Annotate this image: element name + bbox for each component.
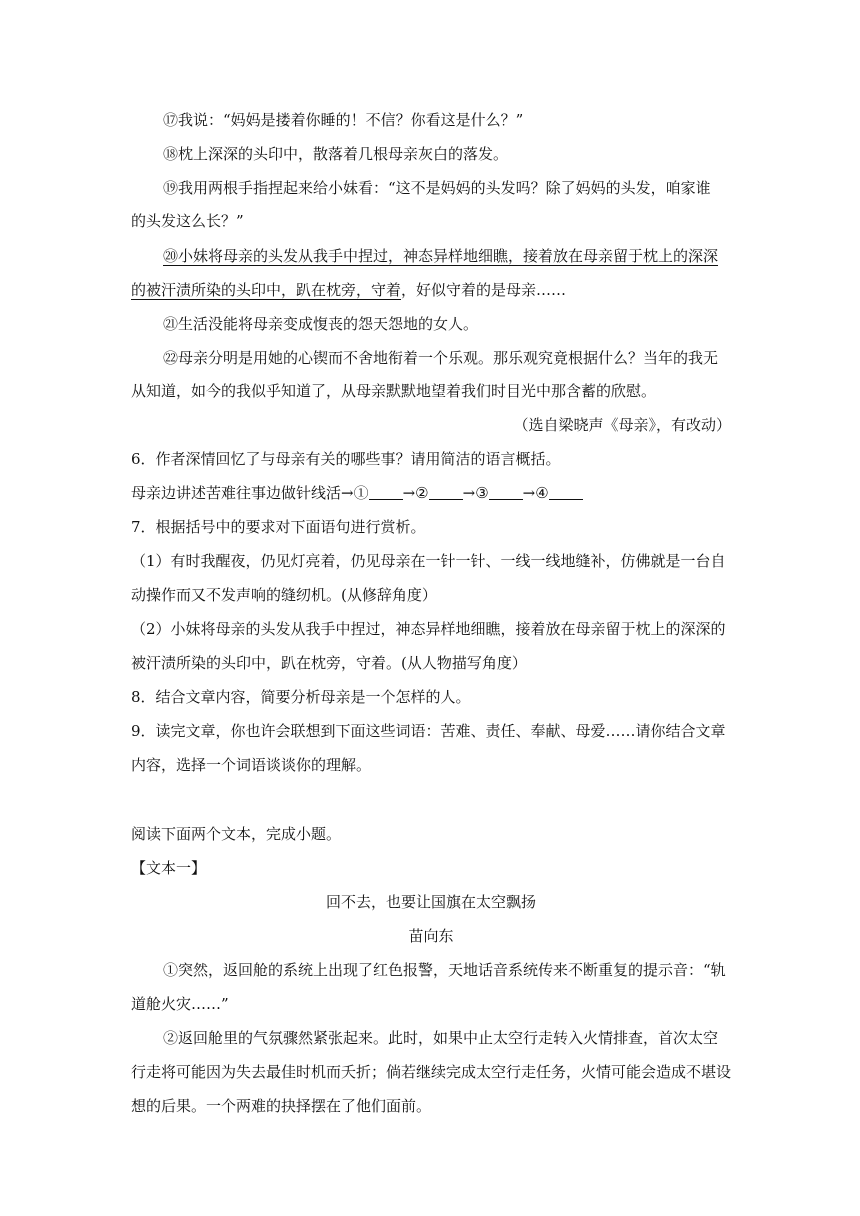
arrow-1: → [402, 484, 416, 502]
article-paragraph-2-line3: 想的后果。一个两难的抉择摆在了他们面前。 [131, 1097, 432, 1115]
answer-blank-1[interactable] [369, 485, 403, 500]
paragraph-19-line1: ⑲我用两根手指捏起来给小妹看：“这不是妈妈的头发吗？除了妈妈的头发，咱家谁 [163, 179, 711, 197]
blank-1-label: ① [353, 484, 369, 502]
answer-blank-3[interactable] [489, 485, 523, 500]
paragraph-19-line2: 的头发这么长？” [131, 212, 244, 230]
article-paragraph-2-line2: 行走将可能因为失去最佳时机而夭折；倘若继续完成太空行走任务，火情可能会造成不堪设 [131, 1063, 732, 1081]
question-7-1-line1: （1）有时我醒夜，仍见灯亮着，仍见母亲在一针一针、一线一线地缝补，仿佛就是一台自 [131, 552, 726, 570]
blank-4-label: ④ [535, 484, 549, 502]
arrow-2: → [462, 484, 476, 502]
blank-2-label: ② [415, 484, 429, 502]
article-paragraph-2-line1: ②返回舱里的气氛骤然紧张起来。此时，如果中止太空行走转入火情排查，首次太空 [163, 1029, 719, 1047]
question-9-line1: 9．读完文章，你也许会联想到下面这些词语：苦难、责任、奉献、母爱……请你结合文章 [131, 722, 726, 740]
question-7-2-line1: （2）小妹将母亲的头发从我手中捏过，神态异样地细瞧，接着放在母亲留于枕上的深深的 [131, 620, 726, 638]
question-7-1-line2: 动操作而又不发声响的缝纫机。(从修辞角度） [131, 586, 437, 604]
question-7: 7．根据括号中的要求对下面语句进行赏析。 [131, 518, 426, 536]
blank-3-label: ③ [475, 484, 489, 502]
article-paragraph-1-line2: 道舱火灾……” [131, 995, 229, 1013]
question-9-line2: 内容，选择一个词语谈谈你的理解。 [131, 756, 372, 774]
paragraph-22-line2: 从知道，如今的我似乎知道了，从母亲默默地望着我们时目光中那含蓄的欣慰。 [131, 382, 657, 400]
chain-lead: 母亲边讲述苦难往事边做针线活→ [131, 484, 354, 502]
article-paragraph-1-line1: ①突然，返回舱的系统上出现了红色报警，天地话音系统传来不断重复的提示音：“轨 [163, 961, 726, 979]
question-6-chain [131, 477, 731, 510]
paragraph-20-line1: ⑳小妹将母亲的头发从我手中捏过，神态异样地细瞧，接着放在母亲留于枕上的深深 [163, 247, 719, 265]
source-citation: （选自梁晓声《母亲》，有改动） [513, 416, 731, 434]
answer-blank-2[interactable] [429, 485, 463, 500]
question-6: 6．作者深情回忆了与母亲有关的哪些事？请用简洁的语言概括。 [131, 450, 561, 468]
paragraph-20-tail: ，好似守着的是母亲…… [401, 281, 567, 299]
paragraph-22-line1: ㉒母亲分明是用她的心锲而不舍地衔着一个乐观。那乐观究竟根据什么？当年的我无 [163, 349, 719, 367]
paragraph-21: ㉑生活没能将母亲变成愎丧的怨天怨地的女人。 [163, 315, 479, 333]
article-title: 回不去，也要让国旗在太空飘扬 [325, 893, 536, 911]
paragraph-20-line2 [131, 274, 731, 307]
arrow-3: → [522, 484, 536, 502]
paragraph-17: ⑰我说：“妈妈是搂着你睡的！不信？你看这是什么？” [163, 111, 524, 129]
answer-blank-4[interactable] [549, 485, 583, 500]
underlined-sentence: 的被汗渍所染的头印中，趴在枕旁，守着 [131, 281, 402, 299]
question-8: 8．结合文章内容，简要分析母亲是一个怎样的人。 [131, 688, 471, 706]
question-7-2-line2: 被汗渍所染的头印中，趴在枕旁，守着。(从人物描写角度） [131, 654, 527, 672]
section2-intro: 阅读下面两个文本，完成小题。 [131, 825, 342, 843]
text-one-label: 【文本一】 [131, 859, 207, 877]
article-author: 苗向东 [408, 927, 454, 945]
paragraph-18: ⑱枕上深深的头印中，散落着几根母亲灰白的落发。 [163, 145, 509, 163]
